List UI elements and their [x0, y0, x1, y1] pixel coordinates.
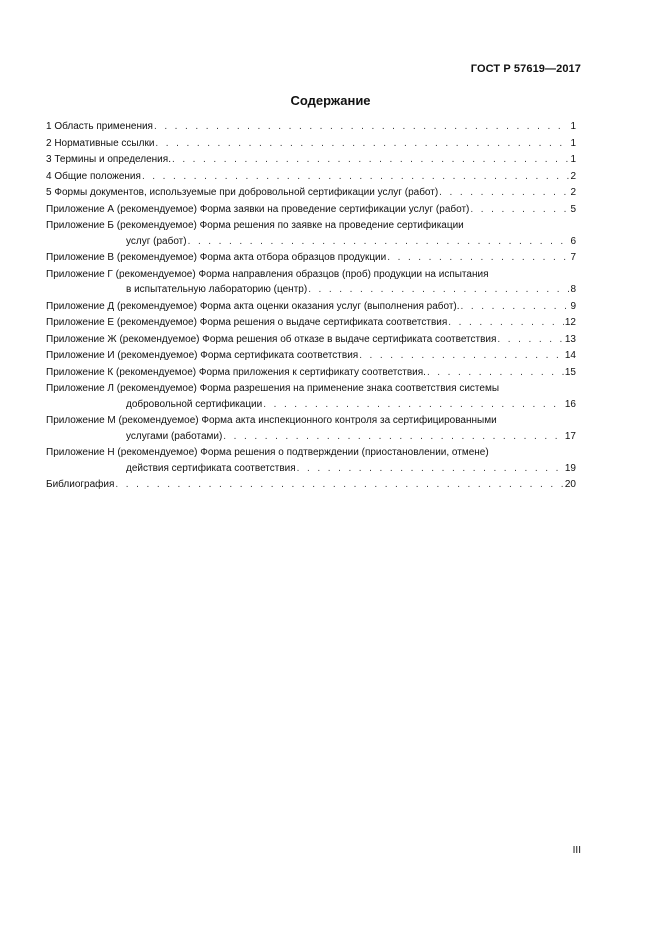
dot-leader: [387, 250, 569, 266]
dot-leader: [223, 429, 564, 445]
page-number: III: [572, 845, 581, 856]
toc-page-number: 7: [570, 252, 576, 263]
dot-leader: [439, 185, 569, 201]
toc-entry-text: 4 Общие положения: [46, 170, 141, 182]
toc-entry-line: [46, 299, 576, 315]
toc-entry-text: Приложение Г (рекомендуемое) Форма направления образцов (проб) продукции на испытания: [46, 268, 489, 280]
toc-page-number: 12: [564, 317, 576, 328]
toc-entry-line: [46, 397, 576, 413]
document-code: ГОСТ Р 57619—2017: [470, 63, 581, 75]
toc-entry-text: 5 Формы документов, используемые при добровольной сертификации услуг (работ): [46, 187, 439, 198]
toc-entry-line: [46, 282, 576, 298]
toc-page-number: 15: [564, 366, 576, 378]
toc-entry-line: [46, 250, 576, 266]
dot-leader: [308, 282, 569, 298]
toc-entry-line: [46, 348, 576, 364]
toc-entry-line: [46, 234, 576, 250]
toc-entry[interactable]: [46, 250, 576, 266]
toc-entry-line: [46, 461, 576, 477]
toc-entry-line: [46, 267, 576, 283]
toc-entry[interactable]: [46, 218, 576, 249]
toc-entry-line: [46, 365, 576, 381]
dot-leader: [497, 332, 563, 348]
toc-page-number: 8: [570, 284, 576, 295]
toc-entry-text: Приложение Л (рекомендуемое) Форма разрешения на применение знака соответствия системы: [46, 383, 500, 394]
toc-entry-text: Приложение В (рекомендуемое) Форма акта отбора образцов продукции: [46, 252, 387, 263]
toc-entry-line: [46, 315, 576, 331]
dot-leader: [448, 315, 564, 331]
toc-entry-line: [46, 185, 576, 201]
dot-leader: [461, 299, 570, 315]
toc-page-number: 1: [570, 121, 576, 132]
toc-entry-text: Библиография: [46, 479, 115, 490]
toc-entry[interactable]: [46, 445, 576, 476]
toc-page-number: 19: [564, 462, 576, 474]
toc-page-number: 1: [570, 137, 576, 149]
toc-entry[interactable]: [46, 413, 576, 444]
toc-entry-line: [46, 381, 576, 397]
toc-entry[interactable]: [46, 169, 576, 185]
toc-page-number: 6: [570, 235, 576, 247]
dot-leader: [142, 169, 570, 185]
dot-leader: [359, 348, 564, 364]
toc-entry-line: [46, 119, 576, 135]
toc-entry-text: Приложение Д (рекомендуемое) Форма акта оценки оказания услуг (выполнения работ).: [46, 300, 460, 312]
toc-entry[interactable]: [46, 202, 576, 218]
toc-entry-line: [46, 152, 576, 168]
toc-entry-line: [46, 218, 576, 234]
dot-leader: [172, 152, 569, 168]
toc-entry-line: [46, 332, 576, 348]
toc-entry-text: Приложение Н (рекомендуемое) Форма решения о подтверждении (приостановлении, отмене): [46, 447, 489, 458]
dot-leader: [263, 397, 564, 413]
toc-entry-text: Приложение М (рекомендуемое) Форма акта инспекционного контроля за сертифицированными: [46, 415, 497, 426]
toc-entry[interactable]: [46, 381, 576, 412]
toc-entry-text: Приложение И (рекомендуемое) Форма сертификата соответствия: [46, 350, 359, 361]
toc-page-number: 13: [564, 333, 576, 345]
toc-page-number: 17: [564, 430, 576, 442]
toc-page-number: 16: [564, 398, 576, 410]
dot-leader: [155, 136, 569, 152]
toc-entry-line: [46, 202, 576, 218]
toc-entry-text: добровольной сертификации: [126, 398, 263, 410]
toc-page-number: 1: [570, 154, 576, 165]
toc-title: Содержание: [290, 93, 371, 108]
dot-leader: [154, 119, 569, 135]
toc-entry-text: Приложение А (рекомендуемое) Форма заявки на проведение сертификации услуг (работ): [46, 203, 470, 215]
toc-entry-line: [46, 477, 576, 493]
toc-entry-text: 3 Термины и определения.: [46, 154, 171, 165]
toc-entry[interactable]: [46, 267, 576, 298]
toc-page-number: 2: [570, 187, 576, 198]
toc-entry-text: Приложение Ж (рекомендуемое) Форма решения об отказе в выдаче сертификата соответствия: [46, 333, 497, 345]
toc-entry-text: 1 Область применения: [46, 121, 153, 132]
toc-entry[interactable]: [46, 365, 576, 381]
toc-entry[interactable]: [46, 477, 576, 493]
toc-page-number: 14: [564, 350, 576, 361]
dot-leader: [470, 202, 569, 218]
dot-leader: [115, 477, 563, 493]
toc-entry-text: в испытательную лабораторию (центр): [126, 284, 308, 295]
toc-entry[interactable]: [46, 348, 576, 364]
toc-entry-text: 2 Нормативные ссылки: [46, 137, 155, 149]
toc-entry[interactable]: [46, 152, 576, 168]
toc-entry-line: [46, 169, 576, 185]
toc-entry-text: Приложение Е (рекомендуемое) Форма решения о выдаче сертификата соответствия: [46, 317, 448, 328]
toc-entry-line: [46, 413, 576, 429]
toc-page-number: 5: [570, 203, 576, 215]
toc-page-number: 2: [570, 170, 576, 182]
toc-entry[interactable]: [46, 299, 576, 315]
toc-entry-line: [46, 136, 576, 152]
toc-entry-text: услугами (работами): [126, 430, 223, 442]
table-of-contents: [46, 119, 576, 494]
toc-entry-text: Приложение Б (рекомендуемое) Форма решения по заявке на проведение сертификации: [46, 220, 464, 231]
toc-page-number: 20: [564, 479, 576, 490]
dot-leader: [427, 365, 564, 381]
toc-entry[interactable]: [46, 136, 576, 152]
toc-entry-text: услуг (работ): [126, 235, 187, 247]
toc-entry[interactable]: [46, 315, 576, 331]
toc-page-number: 9: [570, 300, 576, 312]
toc-entry[interactable]: [46, 185, 576, 201]
toc-entry-line: [46, 445, 576, 461]
dot-leader: [188, 234, 570, 250]
toc-entry-text: действия сертификата соответствия: [126, 462, 296, 474]
toc-entry-line: [46, 429, 576, 445]
toc-entry[interactable]: [46, 332, 576, 348]
toc-entry[interactable]: [46, 119, 576, 135]
dot-leader: [297, 461, 564, 477]
toc-entry-text: Приложение К (рекомендуемое) Форма приложения к сертификату соответствия.: [46, 366, 426, 378]
